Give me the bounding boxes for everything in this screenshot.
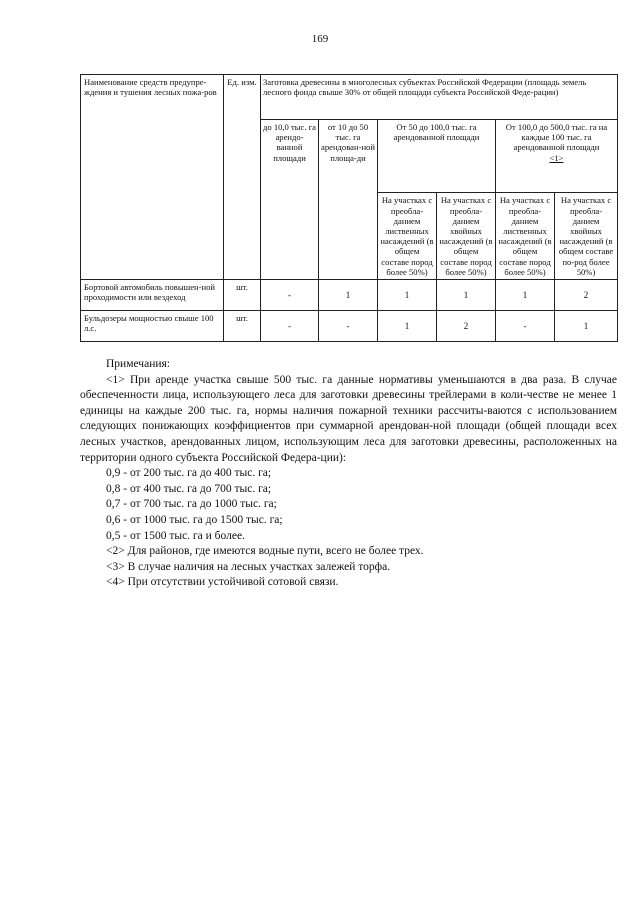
header-deciduous-50-100-cell: На участках с преобла-данием лиственных насаждений (в общем составе пород более 50%) — [378, 193, 437, 280]
header-deciduous-100-500-cell: На участках с преобла-данием лиственных насаждений (в общем составе пород более 50%) — [496, 193, 555, 280]
header-name-cell: Наименование средств предупре-ждения и тушения лесных пожа-ров — [81, 75, 224, 280]
header-unit-cell: Ед. изм. — [224, 75, 261, 280]
row-value-cell: 1 — [437, 280, 496, 311]
page-number: 169 — [311, 33, 329, 45]
row-value-cell: 1 — [378, 280, 437, 311]
coefficient-item: 0,6 - от 1000 тыс. га до 1500 тыс. га; — [106, 513, 283, 526]
table-row — [81, 280, 618, 311]
row-value-cell: 1 — [378, 311, 437, 342]
header-group-cell: Заготовка древесины в многолесных субъектах Российской Федерации (площадь земель лесного фонда свыше 30% от общей площади субъекта Российской Феде-рации) — [261, 75, 618, 120]
row-unit-cell: шт. — [224, 311, 261, 342]
header-conifer-50-100-cell: На участках с преобла-данием хвойных насаждений (в общем составе пород более 50%) — [437, 193, 496, 280]
row-name-cell: Бортовой автомобиль повышен-ной проходимости или вездеход — [81, 280, 224, 311]
footnote-3: <3> В случае наличия на лесных участках залежей торфа. — [106, 560, 391, 573]
header-conifer-100-500-cell: На участках с преобла-данием хвойных насаждений (в общем составе по-род более 50%) — [555, 193, 618, 280]
row-value-cell: - — [496, 311, 555, 342]
table-header-row-1 — [81, 75, 618, 120]
row-name-cell: Бульдозеры мощностью свыше 100 л.с. — [81, 311, 224, 342]
header-10-50-cell: от 10 до 50 тыс. га арендован-ной площа-ди — [319, 120, 378, 280]
fire-equipment-norms-table — [80, 74, 618, 342]
header-100-500-text: От 100,0 до 500,0 тыс. га на каждые 100 тыс. га арендованной площади — [505, 122, 608, 153]
footnote-2: <2> Для районов, где имеются водные пути, всего не более трех. — [106, 545, 424, 558]
header-100-500-cell — [496, 120, 618, 193]
footnote-1: <1> При аренде участка свыше 500 тыс. га данные нормативы уменьшаются в два раза. В случае обеспеченности лица, использующего леса для заготовки древесины трейлерами в коли-честве не менее 1 единицы на каждые 200 тыс. га, нормы наличия пожарной техники рассчиты-ваются с использованием следующих понижающих коэффициентов при суммарной арендован-ной площади (общей площади всех лесных участков, арендованных лицом, использующим леса для заготовки древесины, расположенных на территории одного субъекта Российской Федера-ции): — [80, 373, 617, 464]
coefficient-item: 0,5 - от 1500 тыс. га и более. — [106, 529, 245, 542]
row-value-cell: 1 — [319, 280, 378, 311]
row-value-cell: 2 — [437, 311, 496, 342]
row-value-cell: 1 — [555, 311, 618, 342]
row-value-cell: - — [261, 280, 319, 311]
row-value-cell: 1 — [496, 280, 555, 311]
coefficient-item: 0,9 - от 200 тыс. га до 400 тыс. га; — [106, 467, 272, 480]
footnote-4: <4> При отсутствии устойчивой сотовой связи. — [106, 576, 339, 589]
row-value-cell: - — [261, 311, 319, 342]
row-value-cell: - — [319, 311, 378, 342]
header-50-100-cell: От 50 до 100,0 тыс. га арендованной площади — [378, 120, 496, 193]
header-up-to-10-cell: до 10,0 тыс. га арендо-ванной площади — [261, 120, 319, 280]
notes-section — [80, 357, 617, 591]
row-value-cell: 2 — [555, 280, 618, 311]
coefficient-item: 0,8 - от 400 тыс. га до 700 тыс. га; — [106, 482, 272, 495]
footnote-ref-1: <1> — [549, 152, 564, 163]
table-row — [81, 311, 618, 342]
notes-heading: Примечания: — [106, 358, 170, 370]
row-unit-cell: шт. — [224, 280, 261, 311]
coefficient-item: 0,7 - от 700 тыс. га до 1000 тыс. га; — [106, 498, 277, 511]
